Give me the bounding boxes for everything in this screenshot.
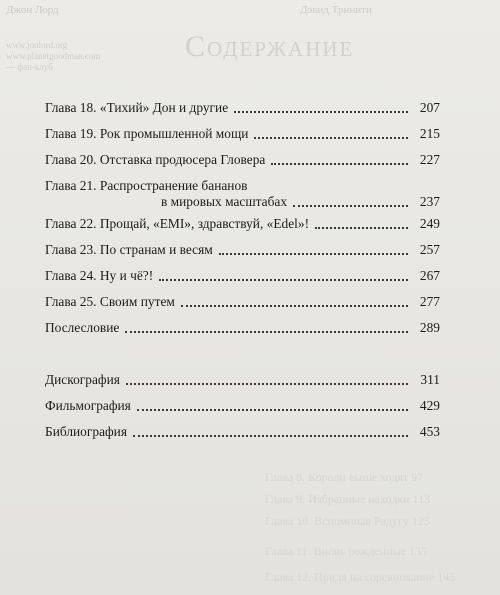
bleed-author-right: Дэвид Тринити — [300, 4, 372, 16]
toc-entry-title: Послесловие — [45, 320, 120, 335]
bleed-meta-line: www.planetgoodman.com — [6, 51, 101, 61]
toc-entry-title: Фильмография — [45, 398, 131, 413]
toc-entry-page: 267 — [419, 268, 440, 283]
bleed-line: Глава 10. Вспоминая Радугу 125 — [265, 514, 431, 528]
bleed-meta-line: www.jonlord.org — [6, 40, 68, 50]
toc-entry-title-continued: в мировых масштабах — [161, 194, 288, 209]
dot-leader — [159, 279, 408, 281]
toc-entry[interactable] — [45, 126, 440, 142]
toc-entry-title: Дискография — [45, 372, 120, 387]
toc-entry[interactable] — [45, 320, 440, 336]
toc-entry-title: Глава 19. Рок промышленной мощи — [45, 126, 249, 141]
toc-entry[interactable] — [45, 216, 440, 232]
dot-leader — [125, 331, 408, 333]
toc-entry-page: 207 — [419, 100, 440, 115]
bleed-title: Содержание — [185, 30, 355, 63]
toc-entry-title: Глава 24. Ну и чё?! — [45, 268, 154, 283]
dot-leader — [126, 383, 408, 385]
dot-leader — [254, 137, 408, 139]
dot-leader — [234, 111, 408, 113]
bleed-through-header — [0, 0, 500, 95]
toc-entry[interactable] — [45, 242, 440, 258]
toc-entry-title: Глава 23. По странам и весям — [45, 242, 213, 257]
dot-leader — [181, 305, 408, 307]
bleed-line: Глава 12. Придя на соревнование 145 — [265, 570, 456, 584]
toc-entry-page: 215 — [419, 126, 440, 141]
toc-entry[interactable] — [45, 178, 440, 210]
dot-leader — [133, 435, 408, 437]
bleed-meta-line: — фан-клуб — [6, 62, 53, 72]
toc-entry-page: 227 — [419, 152, 440, 167]
toc-entry-page: 453 — [419, 424, 440, 439]
dot-leader — [137, 409, 408, 411]
toc-entry[interactable] — [45, 268, 440, 284]
toc-entry[interactable] — [45, 294, 440, 310]
toc-entry[interactable] — [45, 372, 440, 388]
bleed-line: Глава 11. Вновь рожденные 135 — [265, 544, 427, 558]
bleed-line: Глава 8. Короли выше ходят 97 — [265, 470, 424, 484]
toc-entry-title: Библиография — [45, 424, 128, 439]
dot-leader — [271, 163, 408, 165]
bleed-line: Глава 9. Избранные находки 113 — [265, 492, 431, 506]
toc-entry-title: Глава 18. «Тихий» Дон и другие — [45, 100, 229, 115]
bleed-meta — [6, 40, 100, 73]
dot-leader — [219, 253, 408, 255]
toc-entry-page: 277 — [419, 294, 440, 309]
toc-entry-page: 237 — [419, 194, 440, 209]
toc-entry-page: 249 — [419, 216, 440, 231]
toc-entry-title: Глава 22. Прощай, «EMI», здравствуй, «Edel»! — [45, 216, 310, 231]
bleed-author-left: Джон Лорд — [6, 4, 59, 16]
toc-entry[interactable] — [45, 152, 440, 168]
toc-entry-title: Глава 21. Распространение бананов — [45, 178, 248, 193]
toc-entry[interactable] — [45, 398, 440, 414]
toc-entry-title: Глава 25. Своим путем — [45, 294, 175, 309]
toc-entry[interactable] — [45, 100, 440, 116]
toc-entry-title: Глава 20. Отставка продюсера Гловера — [45, 152, 266, 167]
dot-leader — [293, 205, 408, 207]
toc-entry[interactable] — [45, 424, 440, 440]
toc-entry-page: 289 — [419, 320, 440, 335]
dot-leader — [315, 227, 408, 229]
toc-entry-page: 429 — [419, 398, 440, 413]
toc-entry-page: 311 — [420, 372, 440, 387]
toc-entry-page: 257 — [419, 242, 440, 257]
